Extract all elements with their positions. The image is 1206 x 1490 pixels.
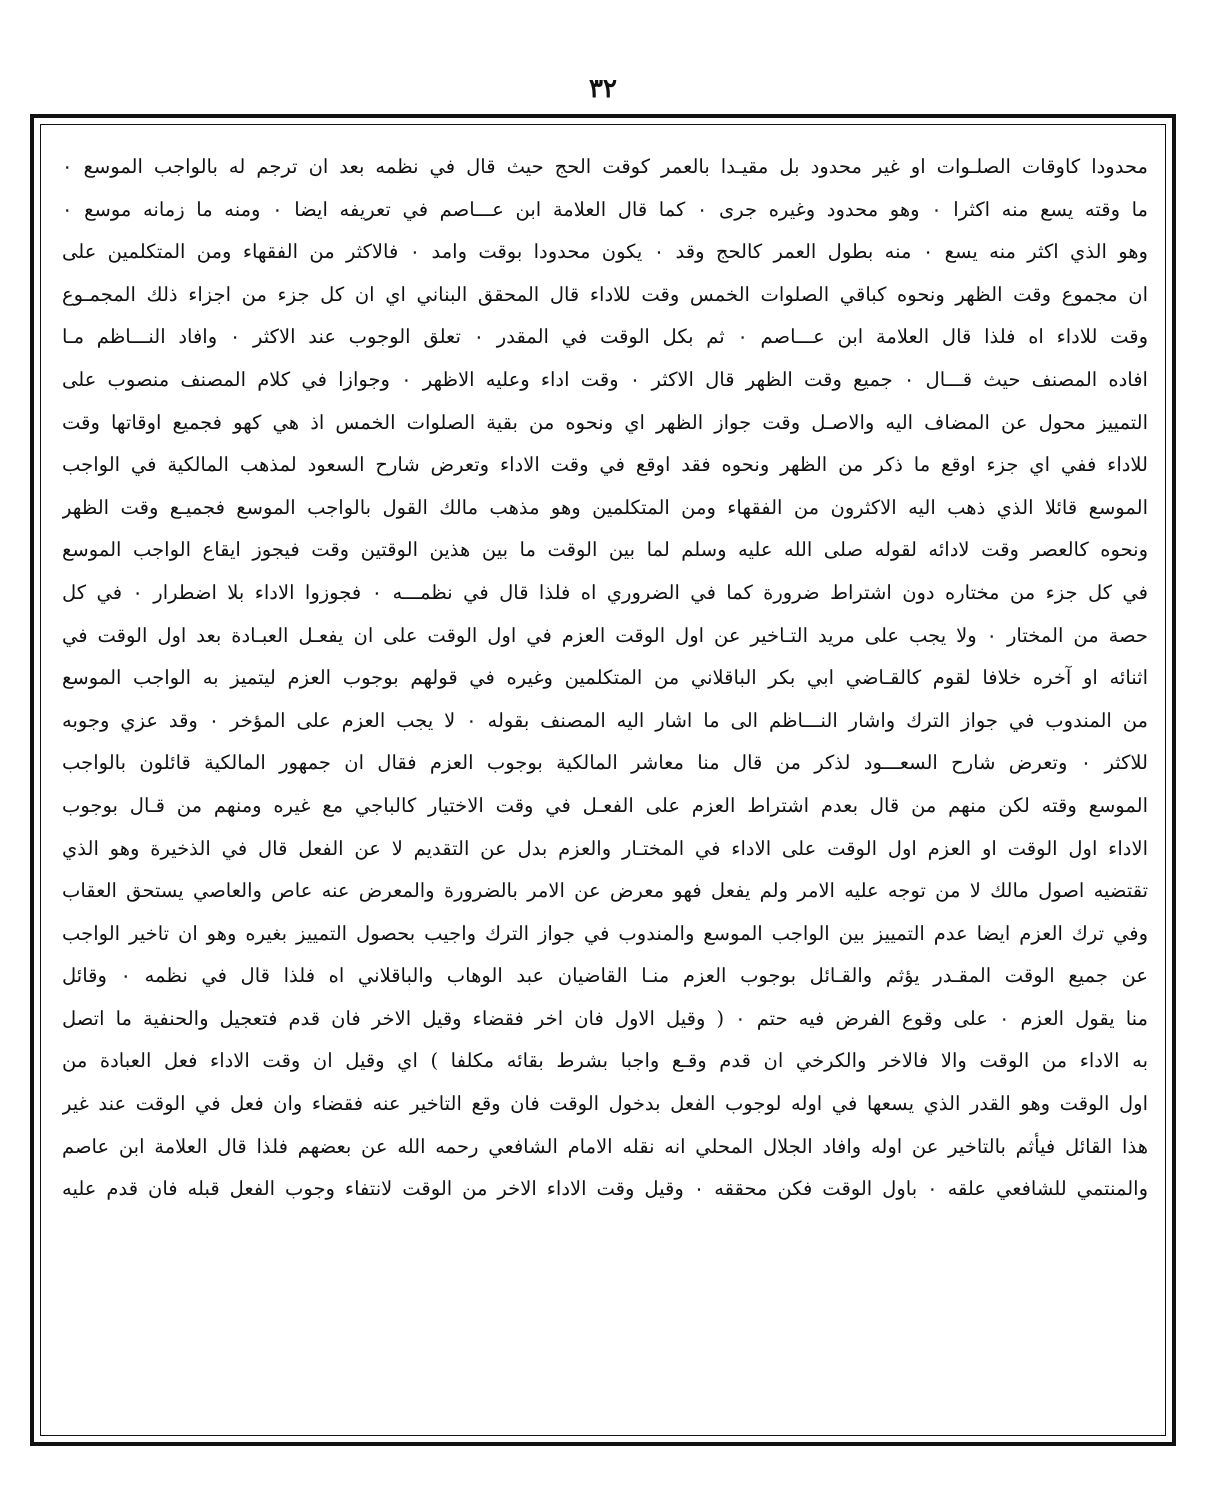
text-line: التمييز محول عن المضاف اليه والاصـل وقت جواز الظهر اي ونحوه من بقية الصلوات الخمس اذ هي كهو فجميع اوقاتها وقت (62, 410, 1148, 434)
text-line: ان مجموع وقت الظهر ونحوه كباقي الصلوات الخمس وقت للاداء قال المحقق البناني اي ان كل جزء من اجزاء ذلك المجمـوع (62, 282, 1148, 306)
text-line: ونحوه كالعصر وقت لادائه لقوله صلى الله عليه وسلم لما بين الوقت ما بين هذين الوقتين وقت فيجوز ايقاع الواجب الموسع (62, 538, 1148, 562)
text-line: الموسع وقته لكن منهم من قال بعدم اشتراط العزم على الفعـل في وقت الاختيار كالباجي مع غيره ومنهم من قـال بوجوب (62, 793, 1148, 817)
text-line: للاكثر ٠ وتعرض شارح السعـــود لذكر من قال منا معاشر المالكية بوجوب العزم فقال ان جمهور المالكية قائلون بالواجب (62, 751, 1148, 775)
text-line: وفي ترك العزم ايضا عدم التمييز بين الواجب الموسع والمندوب في جواز الترك واجيب بحصول التمييز بغيره وهو ان تاخير الواجب (62, 921, 1148, 945)
text-line: الاداء اول الوقت او العزم اول الوقت على الاداء في المختـار والعزم بدل عن التقديم لا عن الفعل قال في الذخيرة وهو الذي (62, 836, 1148, 860)
text-line: وقت للاداء اه فلذا قال العلامة ابن عـــاصم ٠ ثم بكل الوقت في المقدر ٠ تعلق الوجوب عند الاكثر ٠ وافاد النـــاظم مـا (62, 325, 1148, 349)
text-line: والمنتمي للشافعي علقه ٠ باول الوقت فكن محققه ٠ وقيل وقت الاداء الاخر من الوقت لانتفاء وجوب الفعل قبله فان قدم عليه (62, 1177, 1148, 1201)
text-line: حصة من المختار ٠ ولا يجب على مريد التـاخير عن اول الوقت العزم في اول الوقت على ان يفعـل العبـادة بعد اول الوقت في (62, 623, 1148, 647)
text-line: هذا القائل فيأثم بالتاخير عن اوله وافاد الجلال المحلي انه نقله الامام الشافعي رحمه الله عن بعضهم فلذا قال العلامة ابن عاصم (62, 1134, 1148, 1158)
text-line: في كل جزء من مختاره دون اشتراط ضرورة كما في الضروري اه فلذا قال في نظمـــه ٠ فجوزوا الاداء بلا اضطرار ٠ في كل (62, 580, 1148, 604)
text-line: للاداء ففي اي جزء اوقع ما ذكر من الظهر ونحوه فقد اوقع في وقت الاداء وتعرض شارح السعود لمذهب المالكية في الواجب (62, 453, 1148, 477)
text-line: محدودا كاوقات الصلـوات او غير محدود بل مقيـدا بالعمر كوقت الحج حيث قال في نظمه بعد ان ترجم له بالواجب الموسع ٠ (62, 155, 1148, 178)
text-line: به الاداء من الوقت والا فالاخر والكرخي ان قدم وقـع واجبا بشرط بقائه مكلفا ) اي وقيل ان وقت الاداء فعل العبادة من (62, 1049, 1148, 1073)
text-line: اثنائه او آخره خلافا لقوم كالقـاضي ابي بكر الباقلاني من المتكلمين وغيره في قولهم بوجوب العزم ليتميز به الواجب الموسع (62, 666, 1148, 690)
text-line: وهو الذي اكثر منه يسع ٠ منه بطول العمر كالحج وقد ٠ يكون محدودا بوقت وامد ٠ فالاكثر من الفقهاء ومن المتكلمين على (62, 240, 1148, 264)
text-line: اول الوقت وهو القدر الذي يسعها في اوله لوجوب الفعل بدخول الوقت فان وقع التاخير عنه فقضاء وان فعل في الوقت عند غير (62, 1092, 1148, 1116)
text-line: من المندوب في جواز الترك واشار النـــاظم الى ما اشار اليه المصنف بقوله ٠ لا يجب العزم على المؤخر ٠ وقد عزي وجوبه (62, 708, 1148, 732)
body-text (62, 146, 1148, 1426)
text-line: افاده المصنف حيث قـــال ٠ جميع وقت الظهر قال الاكثر ٠ وقت اداء وعليه الاظهر ٠ وجوازا في كلام المصنف منصوب على (62, 367, 1148, 391)
page-number: ٣٢ (589, 74, 617, 104)
text-line: عن جميع الوقت المقـدر يؤثم والقـائل بوجوب العزم منـا القاضيان عبد الوهاب والباقلاني اه فلذا قال في نظمه ٠ وقائل (62, 964, 1148, 988)
text-line: الموسع قائلا الذي ذهب اليه الاكثرون من الفقهاء ومن المتكلمين وهو مذهب مالك القول بالواجب الموسع فجميـع وقت الظهر (62, 495, 1148, 519)
text-line: ما وقته يسع منه اكثرا ٠ وهو محدود وغيره جرى ٠ كما قال العلامة ابن عـــاصم في تعريفه ايضا ٠ ومنه ما زمانه موسع ٠ (62, 197, 1148, 221)
text-line: تقتضيه اصول مالك لا من توجه عليه الامر ولم يفعل فهو معرض عن الامر بالضرورة والمعرض عنه عاص والعاصي يستحق العقاب (62, 879, 1148, 903)
text-line: منا يقول العزم ٠ على وقوع الفرض فيه حتم ٠ ( وقيل الاول فان اخر فقضاء وقيل الاخر فان قدم فتعجيل والحنفية ما اتصل (62, 1006, 1148, 1030)
